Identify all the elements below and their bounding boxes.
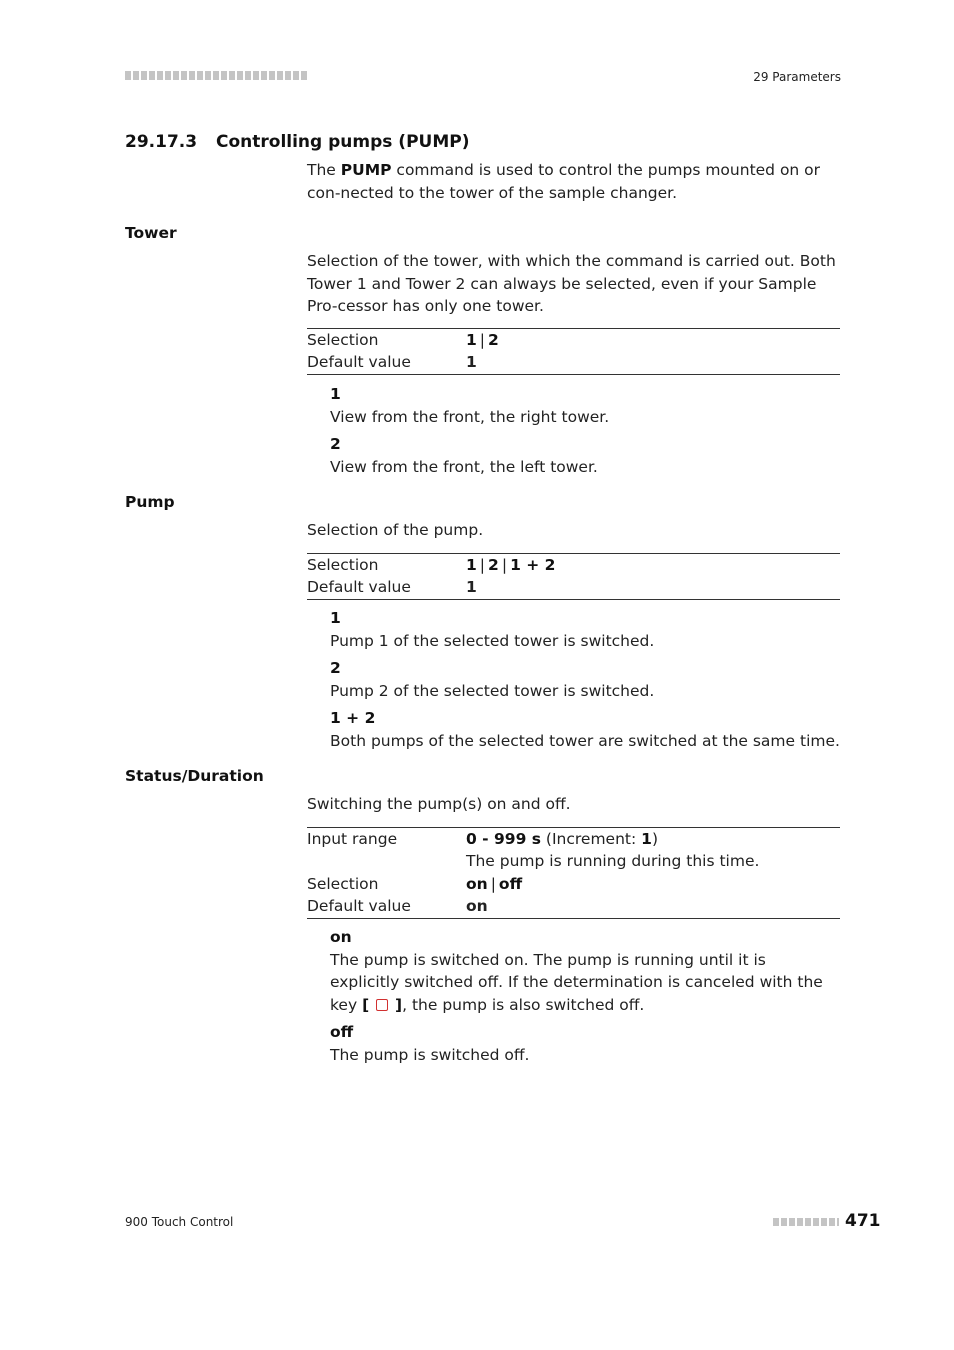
- pump-sel-1: 1: [466, 556, 477, 574]
- intro-keyword: PUMP: [340, 161, 392, 179]
- status-param-table: [307, 827, 840, 919]
- section-number: 29.17.3: [125, 132, 198, 152]
- tower-selection-label: Selection: [307, 331, 379, 349]
- on-text-post: , the pump is also switched off.: [402, 995, 645, 1014]
- section-title: Controlling pumps (PUMP): [216, 132, 470, 152]
- tower-sel-1: 1: [466, 331, 477, 349]
- key-bracket-close: ]: [395, 995, 403, 1014]
- tower-param-table: [307, 328, 840, 375]
- pump-sel-2: 2: [488, 556, 499, 574]
- status-sel-off: off: [498, 874, 523, 893]
- option-title: 1 + 2: [330, 709, 376, 727]
- tower-option-1: [330, 383, 840, 428]
- status-selection-label: Selection: [307, 874, 379, 893]
- pump-param-table: [307, 553, 840, 600]
- option-text: View from the front, the right tower.: [330, 407, 610, 426]
- option-title: 2: [330, 435, 341, 453]
- option-title: 1: [330, 385, 341, 403]
- input-range-value: 0 - 999 s: [466, 830, 541, 848]
- increment-pre: (Increment:: [541, 830, 642, 848]
- on-text-pre: The pump is switched on. The pump is running until it is explicitly switched off. If the determination is canceled with the key: [330, 950, 823, 1014]
- section-heading: [125, 132, 470, 152]
- table-row: [307, 576, 840, 599]
- table-row: Selection on | off: [307, 873, 840, 895]
- footer-product: 900 Touch Control: [125, 1215, 234, 1229]
- pump-default-value: 1: [466, 578, 477, 597]
- tower-option-2: [330, 433, 840, 478]
- increment-post: ): [651, 830, 659, 848]
- pump-default-label: Default value: [307, 578, 411, 597]
- table-row: [307, 351, 840, 374]
- option-text: The pump is switched off.: [330, 1045, 530, 1064]
- tower-default-label: Default value: [307, 353, 411, 372]
- table-row: [307, 895, 840, 918]
- intro-pre: The: [307, 161, 341, 179]
- pump-label: Pump: [125, 493, 175, 511]
- status-sel-on: on: [466, 874, 488, 893]
- input-range-label: Input range: [307, 830, 398, 848]
- table-row: Selection 1 | 2: [307, 329, 840, 352]
- page-number: 471: [845, 1211, 881, 1231]
- pump-description: Selection of the pump.: [307, 521, 484, 539]
- option-text: View from the front, the left tower.: [330, 457, 598, 476]
- option-text: Both pumps of the selected tower are switched at the same time.: [330, 731, 840, 750]
- status-description: Switching the pump(s) on and off.: [307, 795, 571, 813]
- header-decoration: [125, 71, 307, 80]
- pump-option-1: [330, 607, 840, 652]
- pump-option-2: [330, 657, 840, 702]
- table-row: [307, 850, 840, 872]
- footer-decoration: [773, 1218, 839, 1226]
- pump-option-3: [330, 707, 840, 752]
- option-title: on: [330, 928, 352, 946]
- table-row: Selection 1 | 2 | 1 + 2: [307, 554, 840, 577]
- tower-default-value: 1: [466, 353, 477, 372]
- intro-paragraph: [307, 159, 841, 204]
- option-title: 2: [330, 659, 341, 677]
- key-bracket-open: [: [362, 995, 370, 1014]
- chapter-header: 29 Parameters: [753, 70, 841, 84]
- stop-icon: [376, 999, 388, 1011]
- pump-sel-3: 1 + 2: [510, 556, 556, 574]
- tower-sel-2: 2: [488, 331, 499, 349]
- pump-selection-label: Selection: [307, 556, 379, 574]
- increment-value: 1: [641, 830, 652, 848]
- status-option-off: [330, 1021, 840, 1066]
- option-title: 1: [330, 609, 341, 627]
- status-option-on: [330, 926, 840, 1016]
- status-default-label: Default value: [307, 897, 411, 916]
- option-text: [330, 949, 840, 1017]
- option-text: Pump 1 of the selected tower is switched.: [330, 631, 655, 650]
- tower-label: Tower: [125, 224, 177, 242]
- option-text: Pump 2 of the selected tower is switched.: [330, 681, 655, 700]
- option-title: off: [330, 1023, 354, 1041]
- input-range-note: The pump is running during this time.: [466, 852, 760, 871]
- tower-description: Selection of the tower, with which the command is carried out. Both Tower 1 and Tower 2 can always be selected, even if your Sample Pro-cessor has only one tower.: [307, 252, 836, 315]
- table-row: [307, 828, 840, 851]
- status-label: Status/Duration: [125, 767, 264, 785]
- intro-text: command is used to control the pumps mounted on or con-nected to the tower of the sample changer.: [307, 161, 821, 202]
- status-default-value: on: [466, 897, 488, 916]
